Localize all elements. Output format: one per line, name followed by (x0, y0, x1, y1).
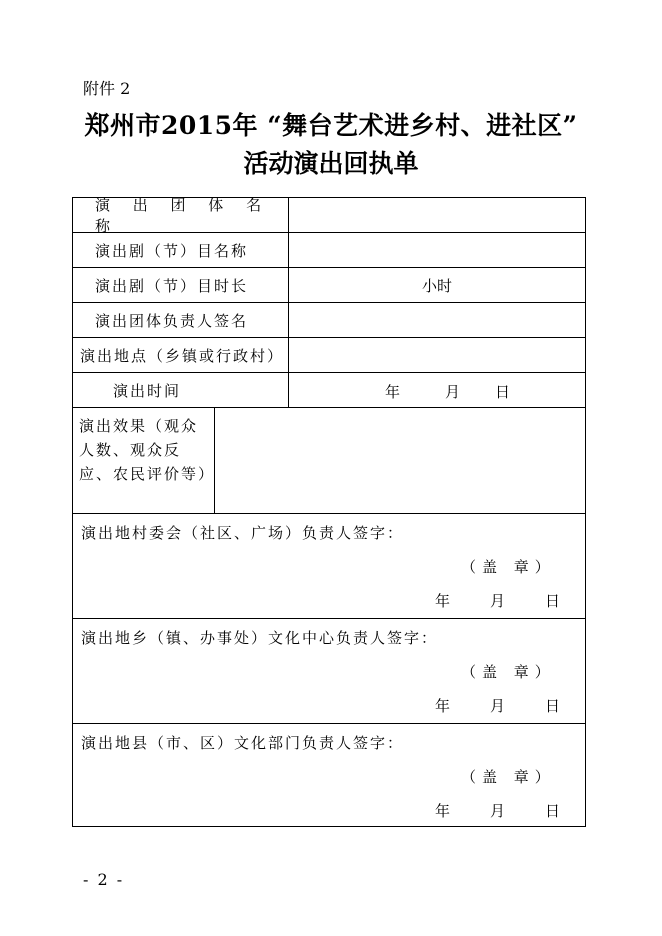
time-field[interactable] (288, 372, 586, 408)
seal-label: （盖 章） (461, 558, 556, 576)
location-label: 演出地点（乡镇或行政村） (72, 337, 289, 373)
program-name-label: 演出剧（节）目名称 (72, 232, 289, 268)
sign-month: 月 (490, 592, 506, 610)
troupe-name-label: 演 出 团 体 名 称 (72, 197, 289, 233)
county-culture-dept-signature-box[interactable] (72, 723, 586, 827)
time-year: 年 (385, 383, 401, 401)
sign-year: 年 (435, 592, 451, 610)
effect-label: 演出效果（观众人数、观众反应、农民评价等） (72, 407, 215, 514)
program-duration-field[interactable] (288, 267, 586, 303)
time-month: 月 (445, 383, 461, 401)
village-committee-signature-title: 演出地村委会（社区、广场）负责人签字： (81, 524, 405, 542)
sign-day: 日 (545, 802, 561, 820)
form-title-line2: 活动演出回执单 (243, 149, 419, 178)
sign-day: 日 (545, 697, 561, 715)
effect-field[interactable] (214, 407, 586, 514)
township-center-signature-title: 演出地乡（镇、办事处）文化中心负责人签字： (81, 629, 439, 647)
location-field[interactable] (288, 337, 586, 373)
duration-unit: 小时 (421, 276, 452, 295)
program-duration-label: 演出剧（节）目时长 (72, 267, 289, 303)
village-committee-signature-box[interactable] (72, 513, 586, 619)
troupe-name-field[interactable] (288, 197, 586, 233)
seal-label: （盖 章） (461, 663, 556, 681)
township-center-signature-box[interactable] (72, 618, 586, 724)
time-day: 日 (495, 383, 511, 401)
sign-day: 日 (545, 592, 561, 610)
leader-signature-field[interactable] (288, 302, 586, 338)
county-culture-dept-signature-title: 演出地县（市、区）文化部门负责人签字： (81, 734, 405, 752)
sign-year: 年 (435, 697, 451, 715)
program-name-field[interactable] (288, 232, 586, 268)
sign-month: 月 (490, 697, 506, 715)
time-label: 演出时间 (72, 372, 289, 408)
sign-month: 月 (490, 802, 506, 820)
sign-year: 年 (435, 802, 451, 820)
form-title-line1: 郑州市2015年 “舞台艺术进乡村、进社区” (84, 111, 578, 140)
leader-signature-label: 演出团体负责人签名 (72, 302, 289, 338)
seal-label: （盖 章） (461, 768, 556, 786)
attachment-label: 附件 2 (83, 79, 131, 98)
page-number: - 2 - (83, 870, 125, 889)
